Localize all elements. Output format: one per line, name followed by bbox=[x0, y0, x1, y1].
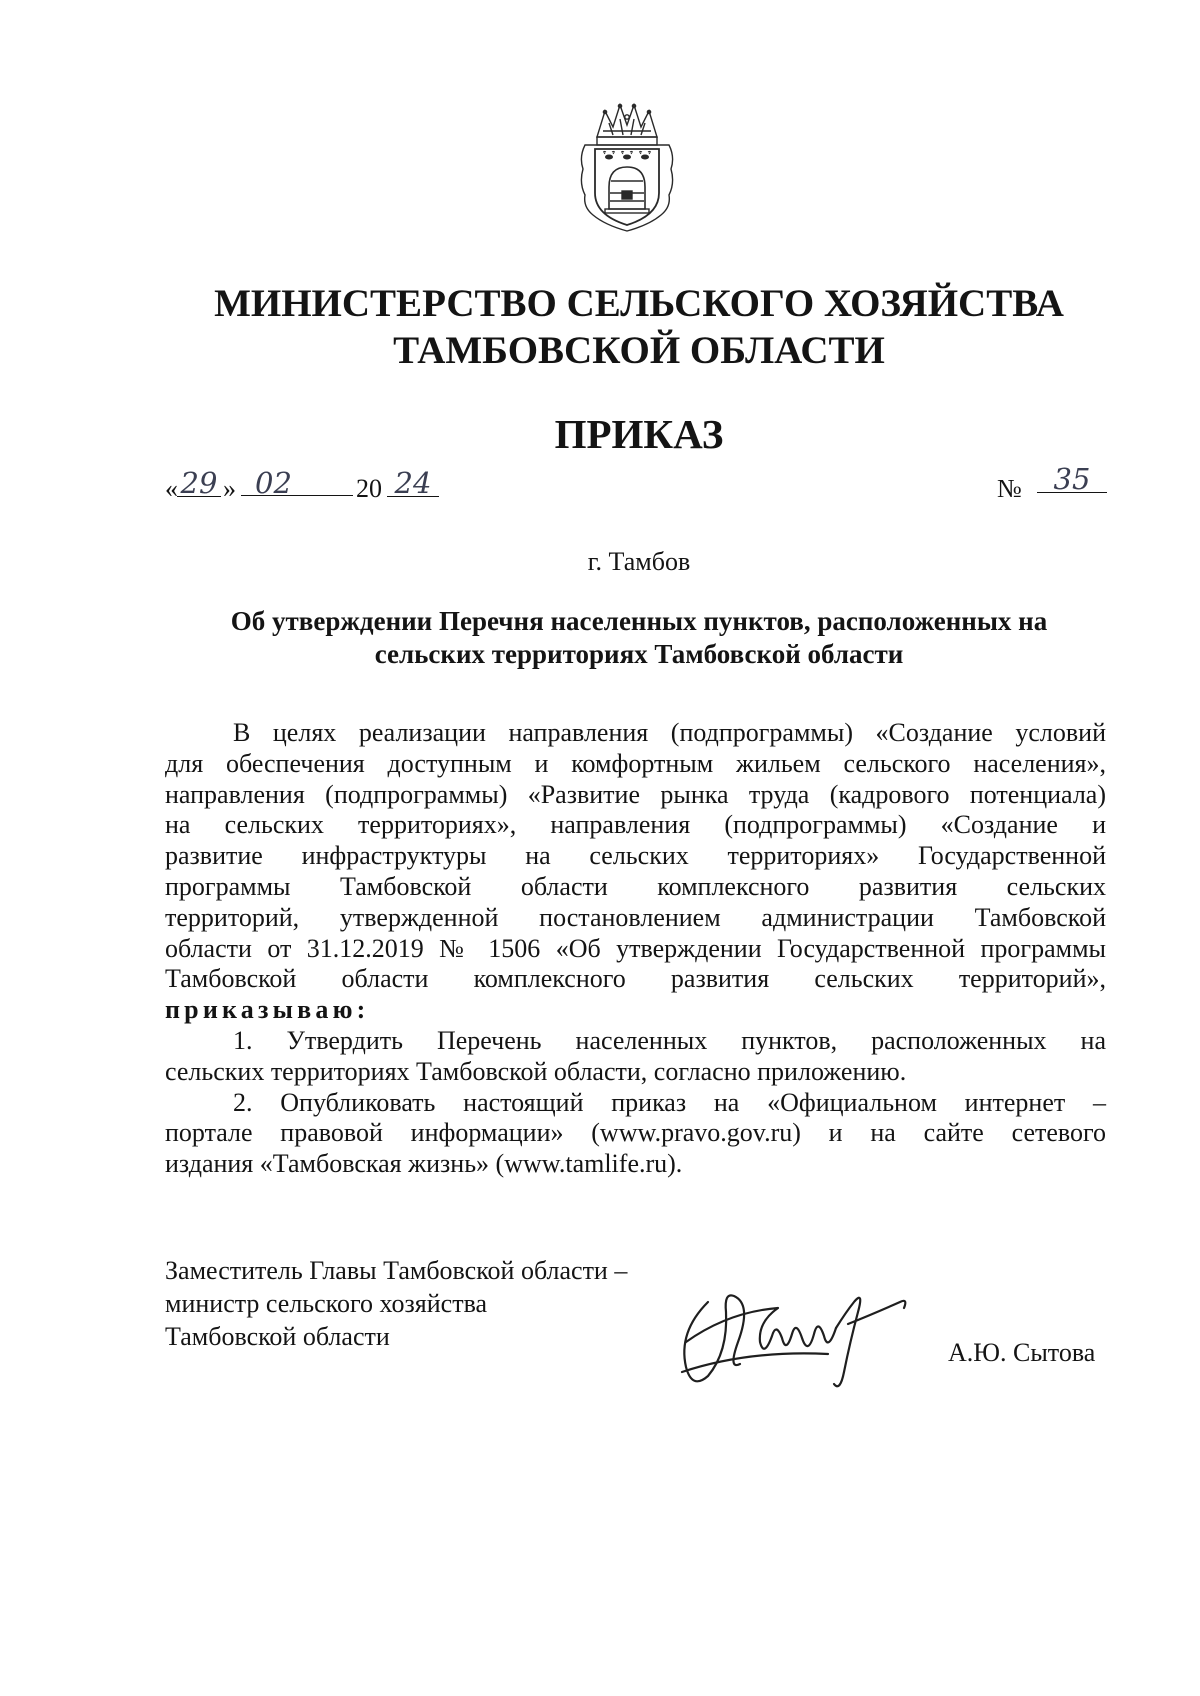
preamble-line: направления (подпрограммы) «Развитие рынка труда (кадрового потенциала) bbox=[165, 779, 1106, 809]
preamble-line: Тамбовской области комплексного развития сельских территорий», bbox=[165, 964, 1106, 994]
preamble-line: для обеспечения доступным и комфортным жильем сельского населения», bbox=[165, 748, 1106, 778]
date-day: 29 bbox=[177, 466, 221, 497]
document-type-title: ПРИКАЗ bbox=[554, 411, 724, 457]
order-number: 35 bbox=[1037, 462, 1107, 493]
position-line-3: Тамбовской области bbox=[165, 1322, 390, 1351]
item-2-line: портале правовой информации» (www.pravo.gov.ru) и на сайте сетевого bbox=[165, 1118, 1106, 1148]
date-close-quote: » bbox=[223, 474, 236, 503]
order-body bbox=[165, 718, 1106, 1180]
subject-line-2: сельских территориях Тамбовской области bbox=[374, 639, 904, 669]
order-word-line bbox=[165, 995, 1106, 1026]
date-month: 02 bbox=[241, 466, 353, 496]
order-word: приказываю: bbox=[165, 995, 370, 1025]
ministry-line-1: МИНИСТЕРСТВО СЕЛЬСКОГО ХОЗЯЙСТВА bbox=[214, 282, 1064, 325]
signatory-position bbox=[165, 1254, 685, 1353]
subject-line-1: Об утверждении Перечня населенных пунктов, расположенных на bbox=[230, 606, 1048, 636]
date-year-suffix: 24 bbox=[387, 466, 439, 497]
position-line-1: Заместитель Главы Тамбовской области – bbox=[165, 1256, 628, 1285]
preamble-line: программы Тамбовской области комплексного развития сельских bbox=[165, 871, 1106, 901]
ministry-name bbox=[0, 280, 1200, 374]
preamble-line: области от 31.12.2019 № 1506 «Об утверждении Государственной программы bbox=[165, 933, 1106, 963]
position-line-2: министр сельского хозяйства bbox=[165, 1289, 488, 1318]
item-2-line: 2. Опубликовать настоящий приказ на «Официальном интернет – bbox=[233, 1087, 1106, 1117]
order-subject bbox=[150, 605, 1128, 671]
date-year-prefix: 20 bbox=[356, 474, 382, 503]
signatory-name: А.Ю. Сытова bbox=[948, 1338, 1096, 1367]
preamble-line: территорий, утвержденной постановлением администрации Тамбовской bbox=[165, 902, 1106, 932]
number-label: № bbox=[997, 474, 1022, 503]
item-2-line: издания «Тамбовская жизнь» (www.tamlife.ru). bbox=[165, 1149, 683, 1179]
city-line: г. Тамбов bbox=[587, 547, 691, 576]
date-number-row bbox=[165, 462, 1105, 510]
item-1-line: сельских территориях Тамбовской области, согласно приложению. bbox=[165, 1056, 907, 1086]
handwritten-signature-icon bbox=[668, 1272, 918, 1402]
date-open-quote: « bbox=[165, 474, 178, 503]
preamble-line: развитие инфраструктуры на сельских территориях» Государственной bbox=[165, 841, 1106, 871]
item-1-line: 1. Утвердить Перечень населенных пунктов, расположенных на bbox=[233, 1025, 1106, 1055]
preamble-line: на сельских территориях», направления (подпрограммы) «Создание и bbox=[165, 810, 1106, 840]
ministry-line-2: ТАМБОВСКОЙ ОБЛАСТИ bbox=[393, 329, 885, 372]
tambov-coat-of-arms-icon bbox=[575, 97, 680, 237]
preamble-line: В целях реализации направления (подпрограммы) «Создание условий bbox=[233, 718, 1106, 747]
